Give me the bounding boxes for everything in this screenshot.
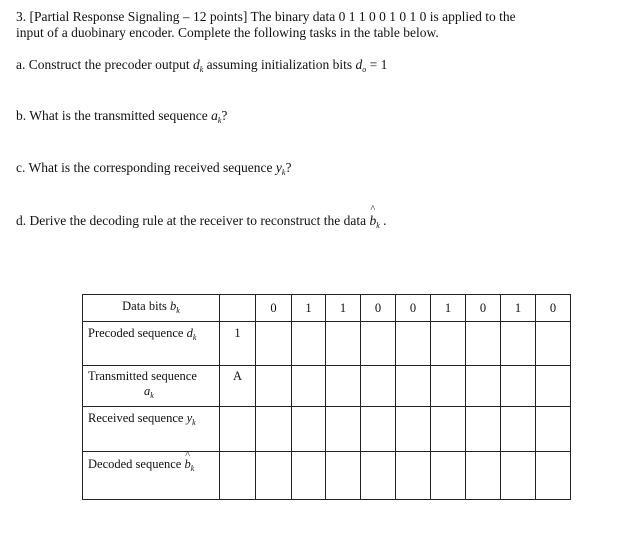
- decoded-initial-cell: [220, 452, 256, 500]
- data-bit-cell: 1: [326, 295, 361, 322]
- transmitted-initial-cell: A: [220, 366, 256, 407]
- question-b: [16, 108, 227, 125]
- row-received: [83, 407, 571, 452]
- data-bit-cell: 0: [396, 295, 431, 322]
- precoded-cell[interactable]: [536, 322, 571, 366]
- data-bit-cell: 1: [431, 295, 466, 322]
- question-d: [16, 213, 387, 230]
- decoded-cell[interactable]: [536, 452, 571, 500]
- precoded-cell[interactable]: [361, 322, 396, 366]
- decoded-symbol: ^ $b_k$: [369, 213, 379, 228]
- question-c: [16, 160, 291, 177]
- received-cell[interactable]: [396, 407, 431, 452]
- transmitted-cell[interactable]: [361, 366, 396, 407]
- question-b-end: ?: [221, 108, 228, 123]
- precoded-label: Precoded sequence $d_k$: [83, 322, 220, 366]
- row-data-bits: [83, 295, 571, 322]
- received-symbol: $y_k$: [275, 160, 286, 177]
- precoded-cell[interactable]: [256, 322, 292, 366]
- decoded-cell[interactable]: [501, 452, 536, 500]
- transmitted-label: Transmitted sequence $a_k$: [83, 366, 220, 407]
- received-cell[interactable]: [256, 407, 292, 452]
- question-c-end: ?: [285, 160, 292, 175]
- precoded-initial-cell: 1: [220, 322, 256, 366]
- question-a: [16, 57, 387, 74]
- data-bit-cell: 0: [466, 295, 501, 322]
- decoded-cell[interactable]: [396, 452, 431, 500]
- received-cell[interactable]: [431, 407, 466, 452]
- data-bit-cell: 0: [256, 295, 292, 322]
- problem-statement: [16, 9, 516, 41]
- row-decoded: [83, 452, 571, 500]
- received-cell[interactable]: [326, 407, 361, 452]
- received-cell[interactable]: [501, 407, 536, 452]
- precoded-cell[interactable]: [396, 322, 431, 366]
- data-bit-cell: 1: [501, 295, 536, 322]
- precoded-cell[interactable]: [292, 322, 326, 366]
- row-transmitted: [83, 366, 571, 407]
- transmitted-cell[interactable]: [501, 366, 536, 407]
- decoded-cell[interactable]: [466, 452, 501, 500]
- data-bit-cell: 1: [292, 295, 326, 322]
- received-cell[interactable]: [292, 407, 326, 452]
- precoded-cell[interactable]: [326, 322, 361, 366]
- data-bit-cell: 0: [361, 295, 396, 322]
- transmitted-cell[interactable]: [256, 366, 292, 407]
- precoder-output-symbol: $d_k$: [192, 57, 204, 74]
- question-c-text: c. What is the corresponding received sequence: [16, 160, 273, 175]
- transmitted-cell[interactable]: [396, 366, 431, 407]
- received-initial-cell: [220, 407, 256, 452]
- question-d-text: d. Derive the decoding rule at the receiver to reconstruct the data: [16, 213, 367, 228]
- init-bit-value: = 1: [369, 57, 388, 72]
- transmitted-symbol: $a_k$: [211, 108, 222, 125]
- decoded-cell[interactable]: [361, 452, 396, 500]
- data-bits-initial-cell: [220, 295, 256, 322]
- received-cell[interactable]: [361, 407, 396, 452]
- received-cell[interactable]: [536, 407, 571, 452]
- question-b-text: b. What is the transmitted sequence: [16, 108, 208, 123]
- row-precoded: [83, 322, 571, 366]
- decoded-cell[interactable]: [256, 452, 292, 500]
- precoded-cell[interactable]: [501, 322, 536, 366]
- transmitted-cell[interactable]: [466, 366, 501, 407]
- transmitted-cell[interactable]: [431, 366, 466, 407]
- question-d-end: .: [383, 213, 387, 228]
- decoded-cell[interactable]: [292, 452, 326, 500]
- decoded-label: Decoded sequence ^ $b_k$: [83, 452, 220, 500]
- received-cell[interactable]: [466, 407, 501, 452]
- received-label: Received sequence $y_k$: [83, 407, 220, 452]
- duobinary-table: [82, 294, 571, 500]
- decoded-cell[interactable]: [431, 452, 466, 500]
- question-a-text-2: assuming initialization bits: [206, 57, 353, 72]
- transmitted-cell[interactable]: [536, 366, 571, 407]
- decoded-cell[interactable]: [326, 452, 361, 500]
- precoded-cell[interactable]: [466, 322, 501, 366]
- init-bit-symbol: $d_o$: [355, 57, 367, 74]
- transmitted-cell[interactable]: [292, 366, 326, 407]
- problem-intro-line-2: input of a duobinary encoder. Complete the following tasks in the table below.: [16, 25, 439, 40]
- data-bit-cell: 0: [536, 295, 571, 322]
- transmitted-cell[interactable]: [326, 366, 361, 407]
- precoded-cell[interactable]: [431, 322, 466, 366]
- data-bits-label: Data bits $b_k$: [83, 295, 220, 322]
- question-a-text: a. Construct the precoder output: [16, 57, 190, 72]
- problem-intro-line-1: 3. [Partial Response Signaling – 12 points] The binary data 0 1 1 0 0 1 0 1 0 is applied to the: [16, 9, 516, 24]
